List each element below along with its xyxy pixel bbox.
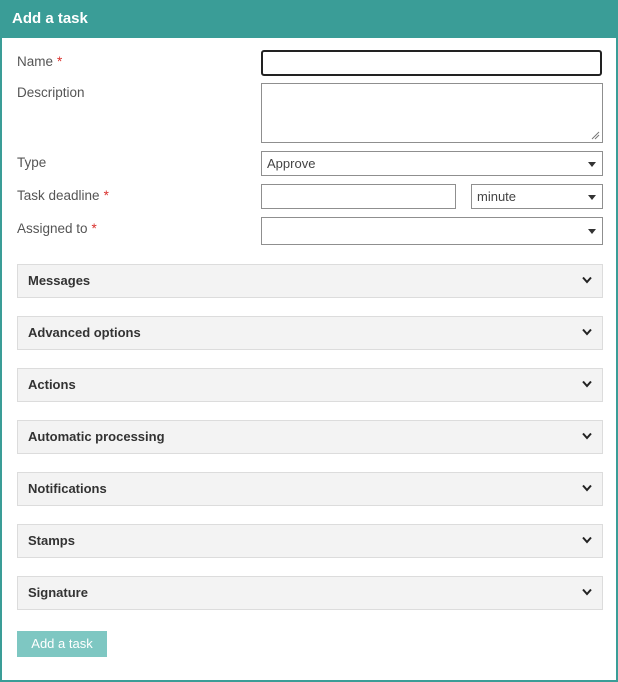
deadline-input[interactable] [261,184,456,209]
name-input[interactable] [261,50,602,76]
assigned-to-select[interactable] [261,217,603,245]
section-actions[interactable] [17,368,603,402]
section-title: Advanced options [28,325,141,340]
dialog-title: Add a task [0,0,618,38]
section-title: Signature [28,585,88,600]
chevron-down-icon [582,432,592,440]
required-marker: * [57,54,63,69]
section-title: Notifications [28,481,107,496]
description-label-text: Description [17,85,85,100]
chevron-down-icon [582,328,592,336]
chevron-down-icon [588,229,596,234]
type-label [17,155,46,170]
deadline-label-text: Task deadline [17,188,100,203]
chevron-down-icon [582,484,592,492]
type-label-text: Type [17,155,47,170]
chevron-down-icon [582,588,592,596]
name-label [17,54,62,69]
section-notifications[interactable] [17,472,603,506]
type-select[interactable] [261,151,603,176]
add-task-button[interactable]: Add a task [17,631,107,657]
deadline-unit-select[interactable] [471,184,603,209]
section-messages[interactable] [17,264,603,298]
required-marker: * [103,188,109,203]
name-label-text: Name [17,54,54,69]
chevron-down-icon [588,162,596,167]
section-title: Stamps [28,533,75,548]
section-stamps[interactable] [17,524,603,558]
deadline-unit-value: minute [477,189,517,204]
deadline-label [17,188,109,203]
chevron-down-icon [582,380,592,388]
type-select-value: Approve [267,156,316,171]
assigned-to-label [17,221,97,236]
chevron-down-icon [582,276,592,284]
section-title: Automatic processing [28,429,165,444]
section-automatic-processing[interactable] [17,420,603,454]
description-label [17,85,85,100]
chevron-down-icon [582,536,592,544]
section-signature[interactable] [17,576,603,610]
chevron-down-icon [588,195,596,200]
section-title: Actions [28,377,76,392]
description-textarea[interactable] [261,83,603,143]
assigned-to-label-text: Assigned to [17,221,88,236]
resize-handle-icon[interactable] [591,131,600,140]
required-marker: * [91,221,97,236]
section-title: Messages [28,273,91,288]
section-advanced-options[interactable] [17,316,603,350]
